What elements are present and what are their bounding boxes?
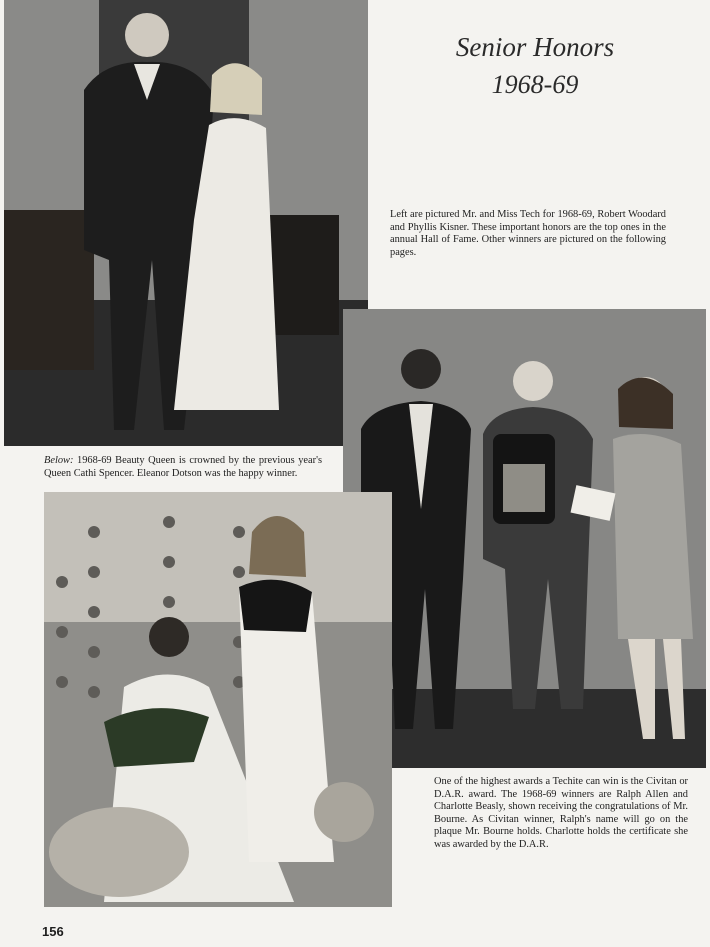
caption-lead: Below:: [44, 455, 74, 466]
caption-beauty-queen: [44, 455, 322, 480]
caption-civitan-dar: One of the highest awards a Techite can win is the Civitan or D.A.R. award. The 1968-69 winners are Ralph Allen and Charlotte Beasly, shown receiving the congratulations of Mr. Bourne. As Civitan winner, Ralph's name will go on the plaque Mr. Bourne holds. Charlotte holds the certificate she was awarded by the D.A.R.: [434, 776, 688, 850]
photo-mr-miss-tech: [4, 0, 368, 446]
page-title-line1: Senior Honors: [455, 32, 615, 62]
caption-mr-miss-tech: Left are pictured Mr. and Miss Tech for 1968-69, Robert Woodard and Phyllis Kisner. These important honors are the top ones in the annual Hall of Fame. Other winners are pictured on the following pages.: [390, 209, 666, 258]
photo-civitan-dar: [343, 309, 706, 768]
page-title-line2: 1968-69: [491, 70, 579, 99]
page-number: 156: [42, 924, 64, 939]
caption-body: 1968-69 Beauty Queen is crowned by the previous year's Queen Cathi Spencer. Eleanor Dotson was the happy winner.: [44, 455, 322, 479]
photo-beauty-queen: [44, 492, 392, 907]
